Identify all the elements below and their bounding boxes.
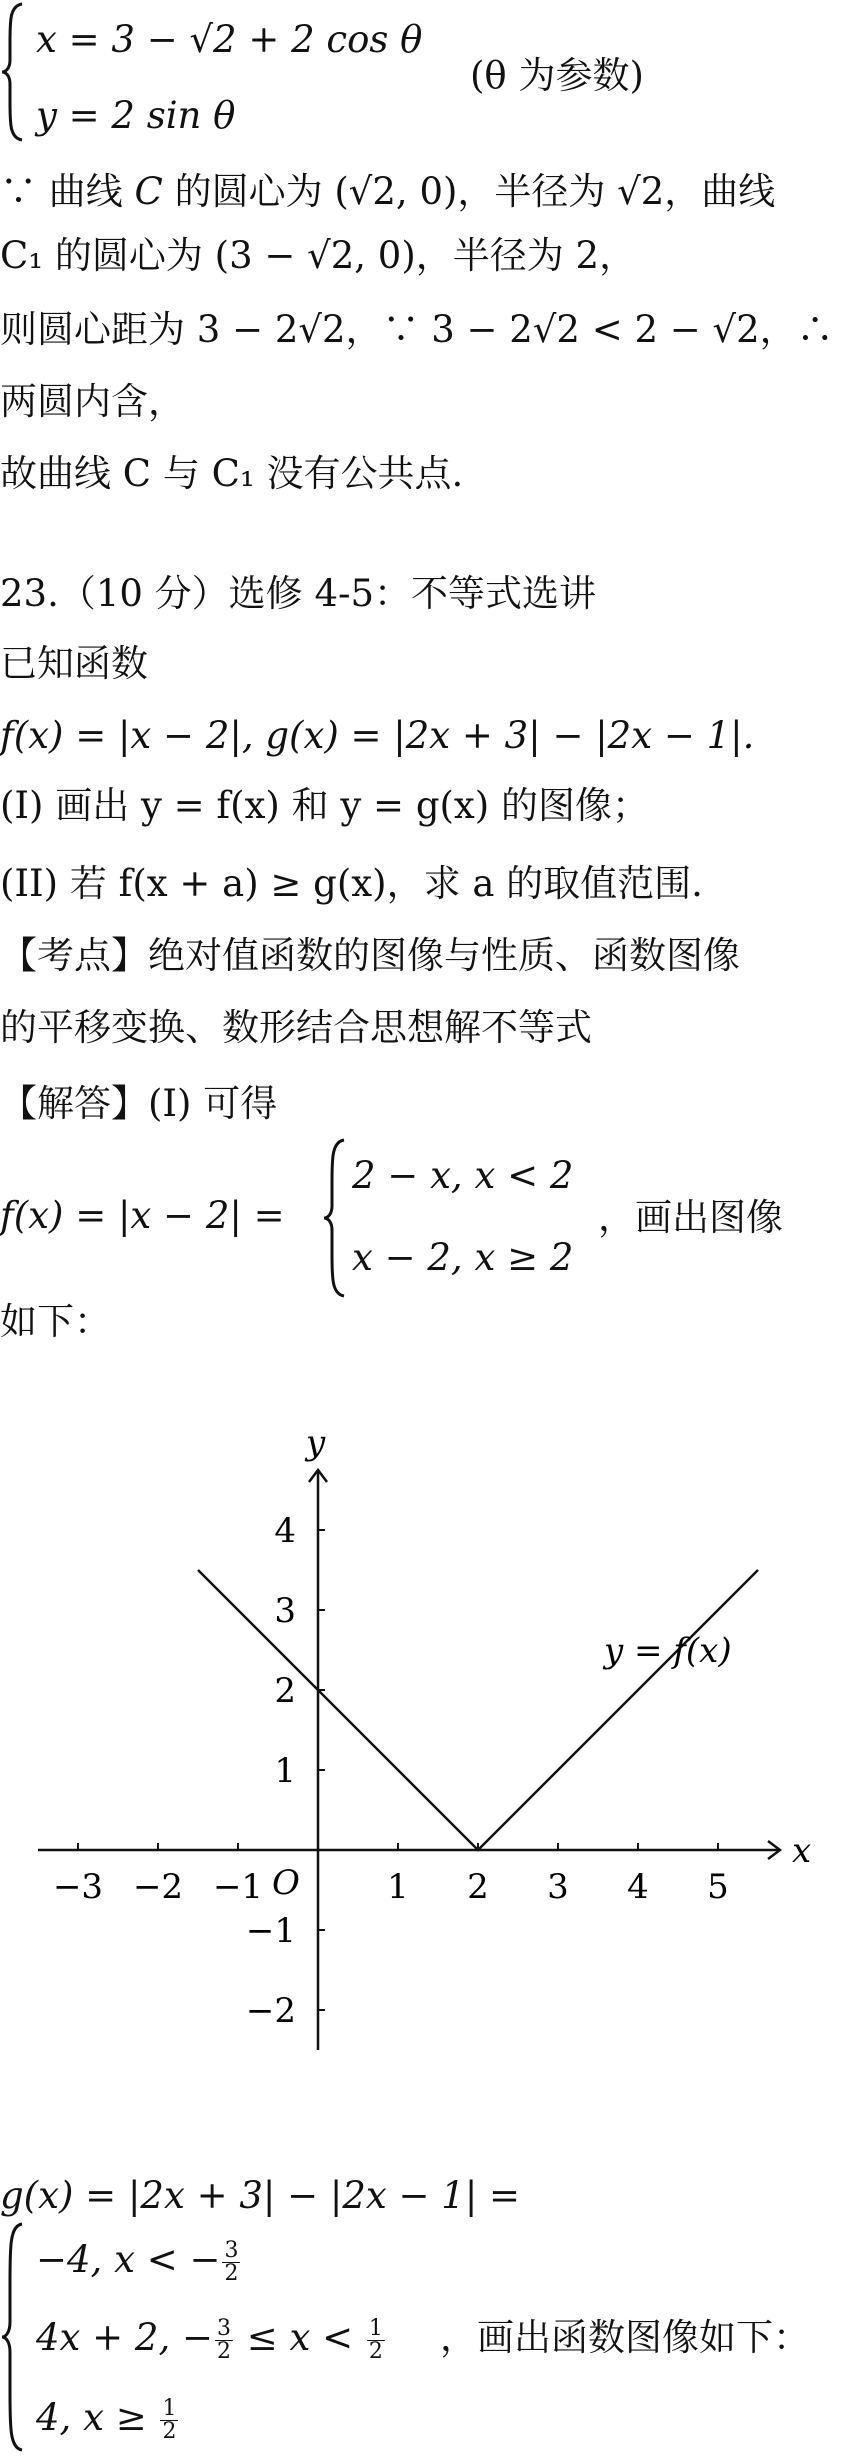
kaodian-line2: 的平移变换、数形结合思想解不等式	[0, 1006, 592, 1049]
kaodian-line1: 【考点】绝对值函数的图像与性质、函数图像	[0, 934, 740, 977]
x-tick-label: −2	[132, 1867, 184, 1907]
x-tick-label: −3	[52, 1867, 104, 1907]
param-eq-y: y = 2 sin θ	[36, 94, 236, 137]
f-brace	[322, 1138, 348, 1298]
frac-3-2: $\frac{3}{2}$	[217, 2316, 231, 2364]
problem-intro: 已知函数	[0, 642, 148, 685]
g-case3: 4, x ≥ $\frac{1}{2}$	[36, 2396, 177, 2444]
g-case1: −4, x < − $\frac{3}{2}$	[36, 2238, 239, 2286]
y-tick-label: −1	[245, 1911, 296, 1951]
para1-line5: 故曲线 C 与 C₁ 没有公共点.	[0, 452, 464, 495]
y-tick-label: 1	[274, 1751, 296, 1791]
x-tick-label: 2	[467, 1867, 489, 1907]
series-label: y = f(x)	[604, 1631, 732, 1671]
para1-line4: 两圆内含，	[0, 380, 185, 423]
f-piecewise-lhs: f(x) = |x − 2| =	[0, 1194, 285, 1237]
problem-part2: (II) 若 f(x + a) ≥ g(x)，求 a 的取值范围.	[0, 862, 703, 905]
y-axis-label: y	[306, 1423, 326, 1463]
g-after-text: ，画出函数图像如下：	[440, 2316, 810, 2359]
f-case1: 2 − x, x < 2	[352, 1154, 574, 1197]
system-brace	[0, 2, 26, 142]
jieda-line: 【解答】(I) 可得	[0, 1082, 278, 1125]
x-tick-label: 4	[627, 1867, 649, 1907]
y-tick-label: 4	[274, 1511, 296, 1551]
x-tick-label: 3	[547, 1867, 569, 1907]
problem-definition: f(x) = |x − 2|, g(x) = |2x + 3| − |2x − 1|.	[0, 714, 755, 757]
f-case2: x − 2, x ≥ 2	[352, 1236, 574, 1279]
g-case2: 4x + 2, − $\frac{3}{2}$ ≤ x < $\frac{1}{2}$	[36, 2316, 383, 2364]
y-tick-label: 2	[274, 1671, 296, 1711]
problem-part1: (I) 画出 y = f(x) 和 y = g(x) 的图像；	[0, 784, 649, 827]
param-note: (θ 为参数)	[470, 54, 644, 97]
param-eq-x: x = 3 − √2 + 2 cos θ	[36, 18, 423, 61]
frac-1-2: $\frac{1}{2}$	[368, 2316, 383, 2364]
para1-line2: C₁ 的圆心为 (3 − √2, 0)，半径为 2，	[0, 234, 637, 277]
g-piecewise-lhs: g(x) = |2x + 3| − |2x − 1| =	[0, 2174, 521, 2217]
x-tick-label: 5	[707, 1867, 729, 1907]
f-graph	[0, 1410, 860, 2060]
x-axis-label: x	[792, 1831, 812, 1871]
y-tick-label: 3	[274, 1591, 296, 1631]
g-brace	[0, 2222, 26, 2452]
para1-line3: 则圆心距为 3 − 2√2，∵ 3 − 2√2 < 2 − √2，∴	[0, 308, 834, 351]
x-tick-label: 1	[387, 1867, 409, 1907]
x-tick-label: −1	[212, 1867, 264, 1907]
y-tick-label: −2	[245, 1991, 296, 2031]
origin-label: O	[272, 1863, 300, 1903]
f-after-text: ，画出图像	[598, 1196, 783, 1239]
para1-line1: ∵ 曲线 C 的圆心为 (√2, 0)，半径为 √2，曲线	[0, 170, 776, 213]
rumxia-line: 如下：	[0, 1300, 111, 1343]
problem-header: 23.（10 分）选修 4-5：不等式选讲	[0, 572, 597, 615]
frac-1-2: $\frac{1}{2}$	[162, 2396, 177, 2444]
frac-3-2: $\frac{3}{2}$	[224, 2238, 239, 2286]
